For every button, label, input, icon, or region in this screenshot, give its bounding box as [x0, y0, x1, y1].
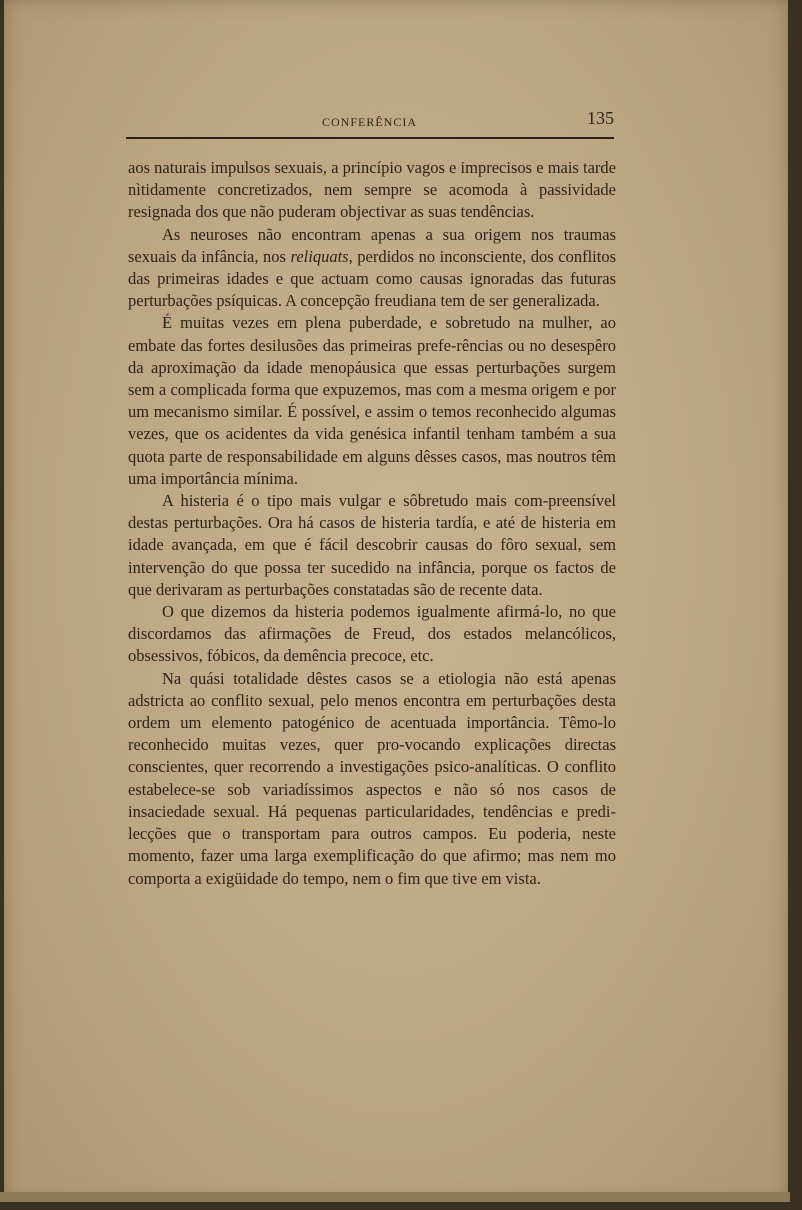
paragraph-2	[128, 224, 616, 313]
paragraph-2-end: , perdidos no inconsciente, dos conflitos das primeiras idades e que actuam como causas ignoradas das futuras perturbações psíquicas. A concepção freudiana tem de ser generalizada.	[128, 246, 616, 311]
page-bottom-edge	[0, 1192, 790, 1202]
body-text	[128, 157, 616, 890]
paragraph-2-start: As neuroses não encontram apenas a sua origem nos traumas sexuais da infância, nos	[128, 224, 616, 266]
paragraph-5: O que dizemos da histeria podemos igualmente afirmá-lo, no que discordamos das afirmações de Freud, dos estados melancólicos, obsessivos, fóbicos, da demência precoce, etc.	[128, 602, 616, 666]
book-page	[4, 0, 788, 1202]
running-title: CONFERÊNCIA	[322, 115, 418, 129]
page-number: 135	[587, 108, 614, 128]
page-header	[122, 108, 618, 134]
paragraph-3: É muitas vezes em plena puberdade, e sobretudo na mulher, ao embate das fortes desilusões das primeiras prefe-rências ou no desespêro da aproximação da idade menopáusica que essas perturbações surgem sem a complicada forma que expuzemos, mas com a mesma origem e por um mecanismo similar. É possível, e assim o temos reconhecido algumas vezes, que os acidentes da vida genésica infantil tenham também a sua quota parte de responsabilidade em alguns dêsses casos, mas noutros têm uma importância mínima.	[128, 313, 616, 488]
paragraph-1: aos naturais impulsos sexuais, a princípio vagos e imprecisos e mais tarde nìtidamente concretizados, nem sempre se acomoda à passividade resignada dos que não puderam objectivar as suas tendências.	[128, 158, 616, 222]
paragraph-2-italic: reliquats	[290, 246, 349, 266]
header-rule	[126, 137, 614, 139]
paragraph-4: A histeria é o tipo mais vulgar e sôbretudo mais com-preensível destas perturbações. Ora há casos de histeria tardía, e até de histeria em idade avançada, em que é fácil descobrir causas do fôro sexual, sem intervenção do que possa ter sucedido na infância, porque os factos de que derivaram as perturbações constatadas são de recente data.	[128, 491, 616, 599]
paragraph-6: Na quási totalidade dêstes casos se a etiologia não está apenas adstricta ao conflito sexual, pelo menos encontra em perturbações desta ordem um elemento patogénico de acentuada importância. Têmo-lo reconhecido muitas vezes, quer pro-vocando explicações directas conscientes, quer recorrendo a investigações psico-analíticas. O conflito estabelece-se sob variadíssimos aspectos e não só nos casos de insaciedade sexual. Há pequenas particularidades, tendências e predi-lecções que o transportam para outros campos. Eu poderia, neste momento, fazer uma larga exemplificação do que afirmo; mas nem mo comporta a exigüidade do tempo, nem o fim que tive em vista.	[128, 668, 616, 888]
